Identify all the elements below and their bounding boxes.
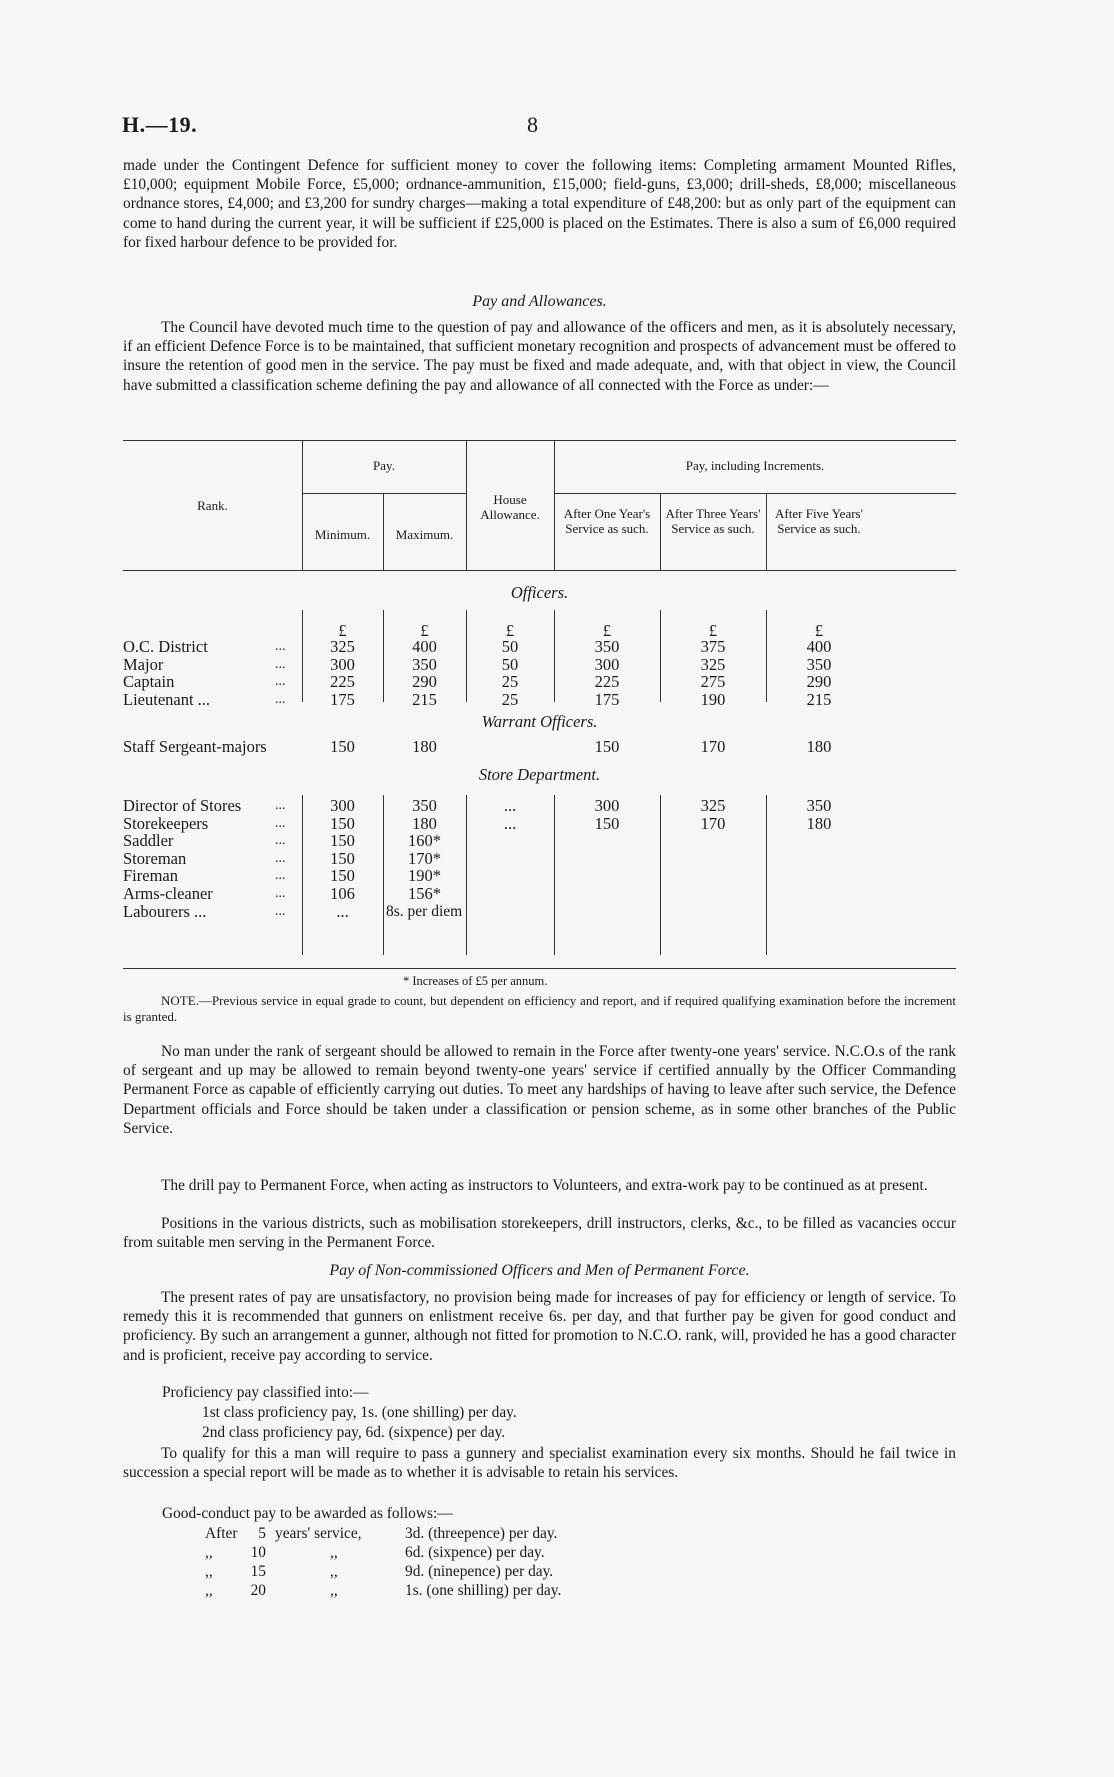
- table-cell-a1: 300: [594, 654, 620, 674]
- table-rank-cell: Fireman: [123, 866, 178, 886]
- currency-symbol: £: [602, 621, 612, 640]
- table-cell-a3: 170: [700, 813, 726, 833]
- table-cell-a3: 325: [700, 796, 726, 815]
- pay-allowances-heading: Pay and Allowances.: [472, 293, 607, 310]
- header-house-allowance: House Allowance.: [480, 492, 540, 522]
- table-rank-cell: Director of Stores: [123, 796, 242, 815]
- currency-symbol: £: [420, 621, 429, 640]
- leader-dots: ...: [275, 868, 286, 884]
- table-rank-cell: Labourers ...: [123, 901, 207, 921]
- table-cell-max: 180: [412, 813, 437, 833]
- table-cell-a3: 170: [700, 737, 726, 756]
- table-cell-house: ...: [503, 813, 517, 833]
- table-cell-max: 160*: [408, 831, 441, 851]
- good-conduct-label: years' service,: [275, 1525, 362, 1542]
- good-conduct-label: ,,: [330, 1544, 338, 1561]
- table-cell-a5: 290: [806, 672, 832, 691]
- good-conduct-pay: 9d. (ninepence) per day.: [405, 1563, 554, 1580]
- leader-dots: ...: [275, 656, 286, 672]
- table-cell-house: 25: [501, 672, 519, 691]
- good-conduct-years: 15: [250, 1563, 266, 1580]
- currency-symbol: £: [338, 621, 347, 640]
- header-after-three: After Three Years' Service as such.: [665, 506, 761, 536]
- table-cell-min: 300: [330, 654, 355, 674]
- good-conduct-years: 20: [250, 1582, 266, 1599]
- proficiency-intro: Proficiency pay classified into:—: [162, 1384, 369, 1401]
- good-conduct-label: ,,: [330, 1582, 338, 1599]
- drill-pay-paragraph: The drill pay to Permanent Force, when acting as instructors to Volunteers, and extra-work pay to be continued as at present.: [161, 1177, 928, 1194]
- table-cell-a3: 190: [700, 689, 726, 709]
- table-cell-a1: 225: [594, 672, 620, 691]
- leader-dots: ...: [275, 833, 286, 849]
- table-cell-a5: 180: [806, 813, 832, 833]
- table-cell-max: 170*: [408, 848, 441, 868]
- table-footnote: * Increases of £5 per annum.: [403, 974, 548, 988]
- table-note: NOTE.—Previous service in equal grade to count, but dependent on efficiency and report, and if required qualifying examination before the increment is granted.: [123, 993, 956, 1024]
- table-cell-a1: 150: [594, 813, 620, 833]
- leader-dots: ...: [275, 674, 286, 689]
- table-top-rule: [123, 440, 956, 441]
- table-rank-cell: Captain: [123, 672, 175, 691]
- good-conduct-pay: 6d. (sixpence) per day.: [405, 1544, 545, 1561]
- section-warrant-officers: Warrant Officers.: [481, 712, 598, 731]
- table-cell-a3: 275: [700, 672, 726, 691]
- table-cell-min: 106: [330, 884, 355, 903]
- good-conduct-after: ,,: [205, 1582, 213, 1599]
- increments-subheader-rule: [554, 493, 956, 494]
- table-rank-cell: Lieutenant ...: [123, 689, 211, 709]
- table-cell-a1: 350: [594, 637, 620, 656]
- good-conduct-years: 5: [258, 1525, 266, 1542]
- document-reference: H.—19.: [122, 112, 198, 137]
- nco-service-paragraph: No man under the rank of sergeant should be allowed to remain in the Force after twenty-one years' service. N.C.O.s of the rank of sergeant and up may be allowed to remain beyond twenty-one years' service if certified annually by the Officer Commanding Permanent Force as capable of efficiently carrying out duties. To meet any hardships of having to leave after such service, the Defence Department officials and Force should be taken under a classification or pension scheme, as in some other branches of the Public Service.: [123, 1043, 956, 1137]
- currency-symbol: £: [708, 621, 718, 640]
- table-rank-cell: Storeman: [123, 848, 187, 868]
- nco-pay-heading: Pay of Non-commissioned Officers and Men of Permanent Force.: [329, 1262, 750, 1279]
- table-cell-max: 180: [412, 737, 437, 756]
- table-rank-cell: Arms-cleaner: [123, 884, 213, 903]
- table-cell-max: 215: [412, 689, 437, 709]
- table-cell-min: ...: [336, 901, 349, 921]
- good-conduct-after: After: [205, 1525, 238, 1542]
- table-cell-a1: 150: [594, 737, 620, 756]
- vrule: [766, 493, 767, 570]
- table-cell-min: 325: [330, 637, 355, 656]
- table-rank-cell: Staff Sergeant-majors: [123, 737, 267, 756]
- table-cell-house: 50: [501, 637, 519, 656]
- section-store-department: Store Department.: [478, 765, 601, 784]
- header-pay: Pay.: [373, 458, 395, 473]
- table-cell-max: 350: [412, 796, 437, 815]
- section-officers: Officers.: [510, 583, 569, 602]
- table-cell-a3: 375: [700, 637, 726, 656]
- table-cell-a5: 350: [806, 654, 832, 674]
- table-cell-house: 25: [501, 689, 519, 709]
- header-after-one: After One Year's Service as such.: [563, 506, 651, 536]
- table-cell-max: 350: [412, 654, 437, 674]
- table-cell-max: 290: [412, 672, 437, 691]
- table-rank-cell: Storekeepers: [123, 813, 209, 833]
- table-cell-min: 150: [330, 737, 355, 756]
- leader-dots: ...: [275, 639, 286, 654]
- table-cell-min: 150: [330, 831, 355, 851]
- table-rank-cell: Saddler: [123, 831, 174, 851]
- table-bottom-rule: [123, 968, 956, 969]
- table-cell-min: 150: [330, 813, 355, 833]
- header-minimum: Minimum.: [314, 527, 371, 542]
- good-conduct-pay: 1s. (one shilling) per day.: [405, 1582, 562, 1599]
- pay-paragraph: The Council have devoted much time to the question of pay and allowance of the officers and men, as it is absolutely necessary, if an efficient Defence Force is to be maintained, that sufficient monetary recognition and prospects of advancement must be offered to insure the retention of good men in the service. The pay must be fixed and made adequate, and, with that object in view, the Council have submitted a classification scheme defining the pay and allowance of all connected with the Force as under:—: [123, 319, 956, 394]
- header-maximum: Maximum.: [395, 527, 454, 542]
- leader-dots: ...: [275, 815, 286, 831]
- proficiency-first-class: 1st class proficiency pay, 1s. (one shilling) per day.: [202, 1404, 517, 1421]
- leader-dots: ...: [275, 798, 286, 813]
- vrule: [660, 493, 661, 570]
- table-cell-max: 400: [412, 637, 437, 656]
- good-conduct-label: ,,: [330, 1563, 338, 1580]
- table-cell-min: 150: [330, 866, 355, 886]
- leader-dots: ...: [275, 850, 286, 866]
- header-after-five: After Five Years' Service as such.: [775, 506, 863, 536]
- table-header-rule: [123, 570, 956, 571]
- currency-symbol: £: [814, 621, 824, 640]
- table-cell-a5: 400: [806, 637, 832, 656]
- good-conduct-after: ,,: [205, 1563, 213, 1580]
- header-increments: Pay, including Increments.: [685, 458, 825, 473]
- table-rank-cell: O.C. District: [123, 637, 208, 656]
- pay-table: [123, 440, 956, 988]
- qualify-paragraph: To qualify for this a man will require to pass a gunnery and specialist examination every six months. Should he fail twice in succession a special report will be made as to whether it is advisable to retain his services.: [123, 1445, 956, 1482]
- table-cell-max: 156*: [408, 884, 441, 903]
- pay-subheader-rule: [302, 493, 466, 494]
- vrule: [466, 440, 467, 570]
- table-rank-cell: Major: [123, 654, 164, 674]
- table-cell-a3: 325: [700, 654, 726, 674]
- good-conduct-intro: Good-conduct pay to be awarded as follows:—: [162, 1505, 453, 1522]
- header-rank: Rank.: [197, 498, 228, 513]
- table-cell-house: ...: [503, 796, 517, 815]
- table-cell-a1: 300: [594, 796, 620, 815]
- table-cell-house: 50: [501, 654, 519, 674]
- present-rates-paragraph: The present rates of pay are unsatisfactory, no provision being made for increases of pay for efficiency or length of service. To remedy this it is recommended that gunners on enlistment receive 6s. per day, and that further pay be given for good conduct and proficiency. By such an arrangement a gunner, although not fitted for promotion to N.C.O. rank, will, provided he has a good character and is proficient, receive pay according to service.: [123, 1289, 956, 1364]
- good-conduct-years: 10: [250, 1544, 266, 1561]
- intro-paragraph: made under the Contingent Defence for sufficient money to cover the following items: Completing armament Mounted Rifles, £10,000; equipment Mobile Force, £5,000; ordnance-ammunition, £15,000; field-guns, £3,000; drill-sheds, £8,000; miscellaneous ordnance stores, £4,000; and £3,200 for sundry charges—making a total expenditure of £48,200: but as only part of the equipment can come to hand during the current year, it will be sufficient if £25,000 is placed on the Estimates. There is also a sum of £6,000 required for fixed harbour defence to be provided for.: [123, 157, 956, 251]
- leader-dots: ...: [275, 903, 286, 919]
- table-cell-min: 150: [330, 848, 355, 868]
- table-cell-min: 300: [330, 796, 355, 815]
- leader-dots: ...: [275, 691, 286, 707]
- good-conduct-after: ,,: [205, 1544, 213, 1561]
- page-number: 8: [527, 112, 538, 137]
- currency-symbol: £: [505, 621, 515, 640]
- good-conduct-pay: 3d. (threepence) per day.: [405, 1525, 558, 1542]
- table-cell-max: 8s. per diem: [386, 902, 463, 920]
- table-cell-a5: 180: [806, 737, 832, 756]
- positions-paragraph: Positions in the various districts, such as mobilisation storekeepers, drill instructors, clerks, &c., to be filled as vacancies occur from suitable men serving in the Permanent Force.: [123, 1215, 956, 1252]
- table-cell-min: 175: [330, 689, 355, 709]
- table-cell-a1: 175: [594, 689, 620, 709]
- table-cell-a5: 215: [806, 689, 832, 709]
- table-cell-max: 190*: [408, 866, 441, 886]
- leader-dots: ...: [275, 886, 286, 901]
- proficiency-second-class: 2nd class proficiency pay, 6d. (sixpence) per day.: [202, 1424, 506, 1441]
- table-cell-min: 225: [330, 672, 355, 691]
- table-cell-a5: 350: [806, 796, 832, 815]
